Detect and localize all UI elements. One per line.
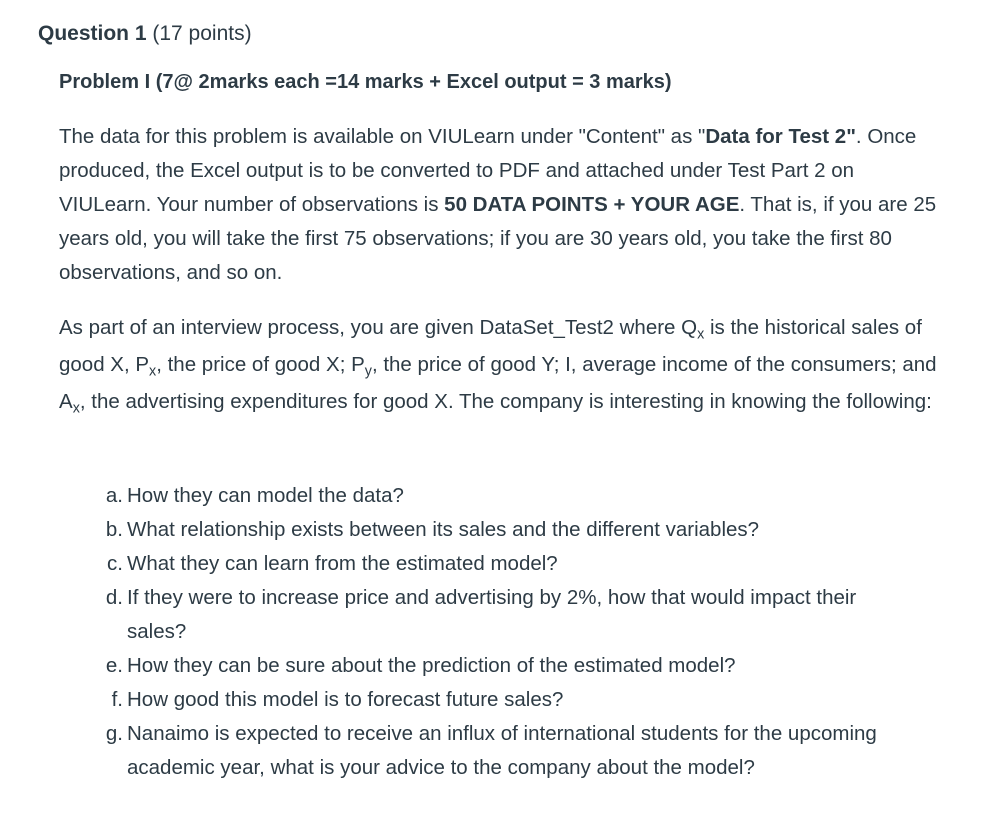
list-item — [101, 683, 921, 717]
list-item — [101, 513, 921, 547]
context-text-1: As part of an interview process, you are given DataSet_Test2 where Q — [59, 316, 698, 339]
list-item-text: How good this model is to forecast future sales? — [127, 688, 564, 711]
context-text-5: , the advertising expenditures for good X. The company is interesting in knowing the following: — [79, 390, 932, 413]
intro-text-1: The data for this problem is available on VIULearn under "Content" as " — [59, 125, 706, 148]
intro-text-3: . That is, if you are 25 years old, you will take the first 75 observations; if you are 30 years old, you take the first 80 observations, and so on. — [59, 193, 937, 284]
context-text-4: , the price of good Y; I, average income of the consumers; and A — [59, 353, 937, 413]
list-marker: e. — [105, 654, 123, 677]
question-list — [101, 479, 921, 785]
context-subscript-4: x — [72, 400, 80, 417]
list-item-text: How they can model the data? — [127, 484, 404, 507]
list-item — [101, 479, 921, 513]
list-item-text: If they were to increase price and advertising by 2%, how that would impact their sales? — [127, 586, 857, 643]
list-item-text: What relationship exists between its sales and the different variables? — [127, 518, 760, 541]
list-item — [101, 581, 921, 649]
problem-heading: Problem I (7@ 2marks each =14 marks + Excel output = 3 marks) — [59, 71, 672, 93]
list-item-text: What they can learn from the estimated model? — [127, 552, 558, 575]
list-item — [101, 717, 921, 785]
context-text-2: is the historical sales of good X, P — [59, 316, 922, 376]
intro-paragraph — [59, 120, 939, 290]
list-item — [101, 547, 921, 581]
context-subscript-1: x — [697, 326, 705, 343]
context-subscript-2: x — [149, 363, 157, 380]
list-marker: b. — [105, 518, 123, 541]
question-header — [38, 19, 252, 49]
list-marker: g. — [105, 722, 123, 745]
list-marker: f. — [111, 688, 123, 711]
list-marker: c. — [107, 552, 123, 575]
context-text-3: , the price of good X; P — [156, 353, 365, 376]
list-item-text: How they can be sure about the prediction of the estimated model? — [127, 654, 736, 677]
context-subscript-3: y — [364, 363, 372, 380]
context-paragraph — [59, 309, 939, 420]
intro-bold-dataset: Data for Test 2" — [705, 125, 856, 148]
intro-bold-observations: 50 DATA POINTS + YOUR AGE — [444, 193, 740, 216]
list-item-text: Nanaimo is expected to receive an influx of international students for the upcoming academic year, what is your advice to the company about the model? — [127, 722, 877, 779]
list-item — [101, 649, 921, 683]
question-points: (17 points) — [152, 22, 252, 45]
list-marker: d. — [105, 586, 123, 609]
question-title: Question 1 — [38, 22, 147, 45]
list-marker: a. — [105, 484, 123, 507]
intro-text-2: . Once produced, the Excel output is to be converted to PDF and attached under Test Part 2 on VIULearn. Your number of observations is — [59, 125, 917, 216]
